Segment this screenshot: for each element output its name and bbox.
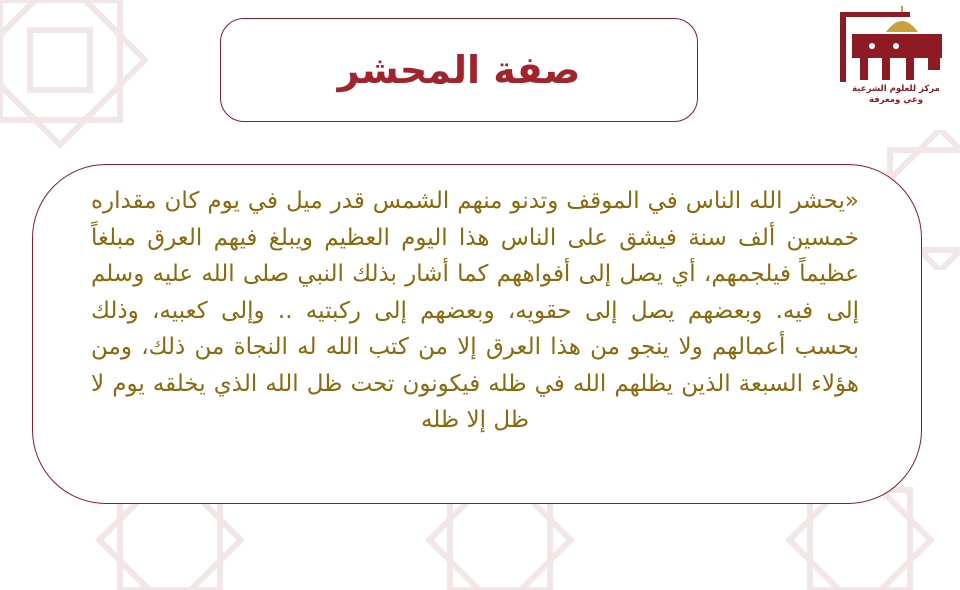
- slide-title: صفة المحشر: [337, 48, 581, 92]
- body-text: «يحشر الله الناس في الموقف وتدنو منهم الشمس قدر ميل في يوم كان مقداره خمسين ألف سنة فيشق على الناس هذا اليوم العظيم ويبلغ فيهم العرق مبلغاً عظيماً فيلجمهم، أي يصل إلى أفواههم كما أشار بذلك النبي صلى الله عليه وسلم إلى فيه. وبعضهم يصل إلى حقويه، وبعضهم إلى ركبتيه .. وإلى كعبيه، وذلك بحسب أعمالهم ولا ينجو من هذا العرق إلا من كتب الله له النجاة من ذلك، ومن هؤلاء السبعة الذين يظلهم الله في ظله فيكونون تحت ظل الله الذي يخلقه يوم لا ظل إلا ظله: [91, 188, 859, 433]
- mosque-dome-icon: [886, 6, 918, 32]
- title-box: [220, 18, 698, 122]
- logo-caption: [836, 84, 956, 106]
- logo-tagline-2: وعي ومعرفة: [868, 95, 923, 105]
- background-pattern-top-left: [0, 0, 150, 150]
- body-box: [32, 164, 922, 504]
- logo-tagline-1: مركز للعلوم الشرعية: [852, 84, 940, 94]
